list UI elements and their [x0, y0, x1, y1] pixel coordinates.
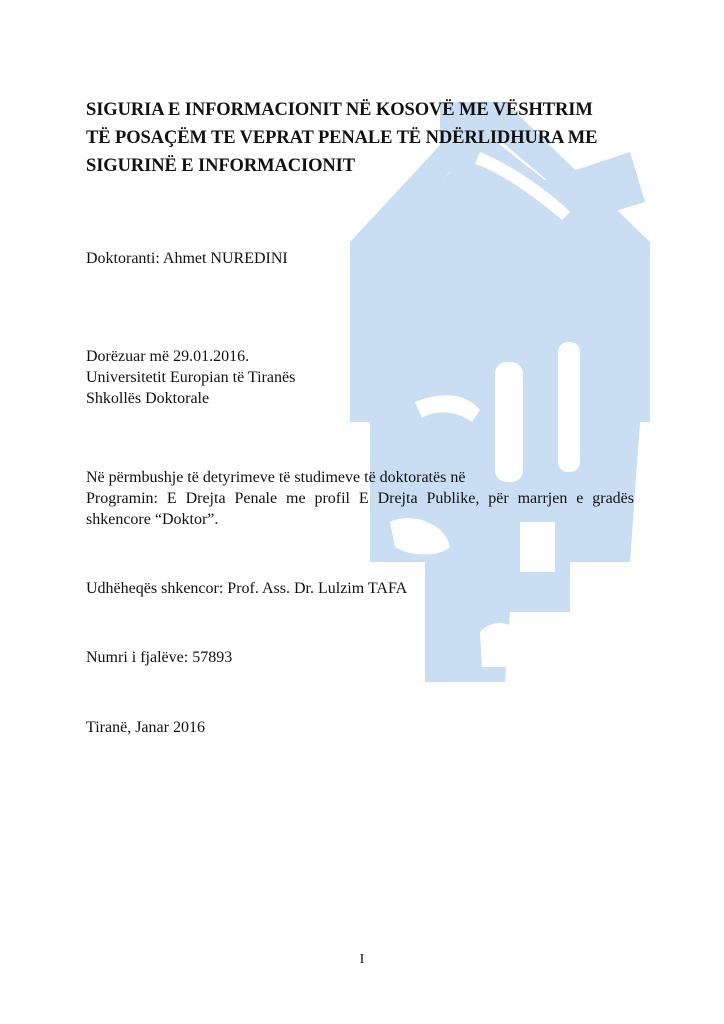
doktoranti-line: Doktoranti: Ahmet NUREDINI — [86, 250, 288, 267]
submission-block — [86, 346, 634, 409]
fulfillment-line: shkencore “Doktor”. — [86, 511, 219, 528]
submission-date: Dorëzuar më 29.01.2016. — [86, 348, 250, 365]
page-number: I — [359, 952, 365, 967]
title-line: TË POSAÇËM TE VEPRAT PENALE TË NDËRLIDHURA ME — [86, 128, 598, 148]
title-line: SIGURIA E INFORMACIONIT NË KOSOVË ME VËSHTRIM — [86, 100, 593, 120]
document-title — [86, 96, 634, 180]
fulfillment-line: Në përmbushje të detyrimeve të studimeve të doktoratës në — [86, 469, 466, 486]
fulfillment-line: Programin: E Drejta Penale me profil E Drejta Publike, për marrjen e gradës — [86, 490, 634, 507]
title-line: SIGURINË E INFORMACIONIT — [86, 156, 355, 176]
document-content — [86, 96, 634, 738]
fulfillment-block — [86, 467, 634, 530]
word-count-line: Numri i fjalëve: 57893 — [86, 649, 233, 666]
place-date-line: Tiranë, Janar 2016 — [86, 719, 205, 736]
university-name: Universitetit Europian të Tiranës — [86, 369, 296, 386]
supervisor-line: Udhëheqës shkencor: Prof. Ass. Dr. Lulzim TAFA — [86, 580, 408, 597]
school-name: Shkollës Doktorale — [86, 390, 210, 407]
